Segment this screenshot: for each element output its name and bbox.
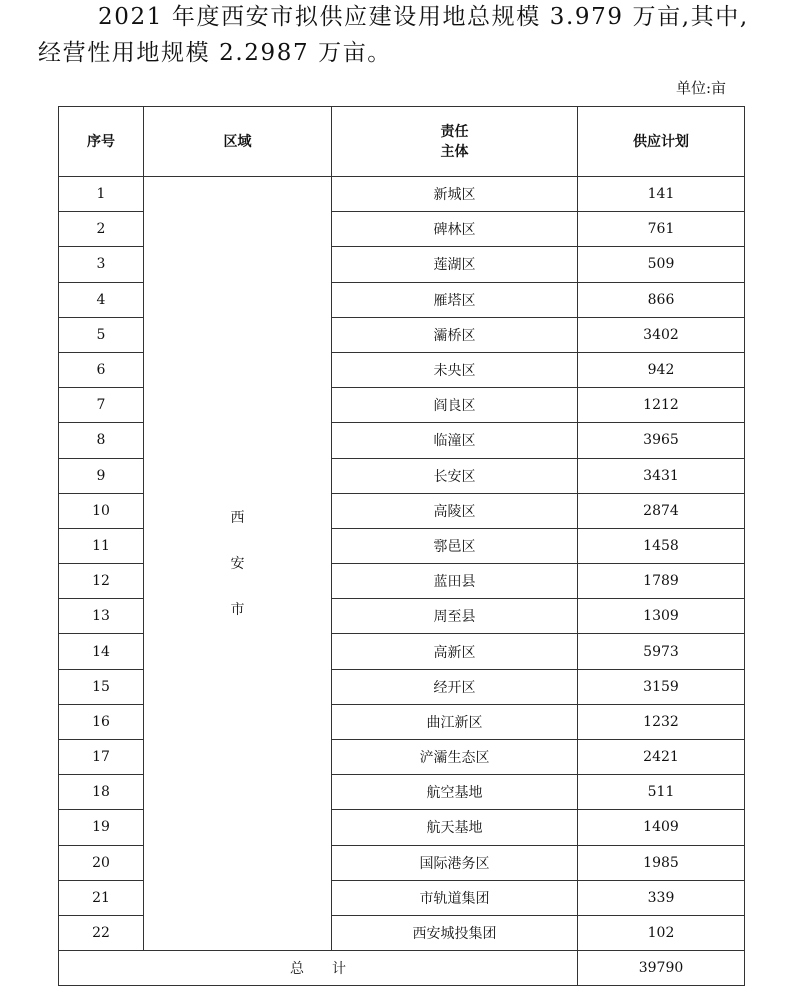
row-number: 15	[59, 669, 144, 704]
row-number: 19	[59, 810, 144, 845]
header-no: 序号	[59, 107, 144, 177]
row-number: 14	[59, 634, 144, 669]
total-label-char: 总	[290, 961, 304, 978]
row-plan: 1409	[578, 810, 745, 845]
row-number: 4	[59, 282, 144, 317]
row-plan: 942	[578, 352, 745, 387]
table-header-row	[59, 107, 745, 177]
row-plan: 2874	[578, 493, 745, 528]
row-plan: 141	[578, 177, 745, 212]
row-number: 8	[59, 423, 144, 458]
row-plan: 866	[578, 282, 745, 317]
row-plan: 1232	[578, 704, 745, 739]
row-entity: 碑林区	[332, 212, 578, 247]
row-entity: 西安城投集团	[332, 915, 578, 950]
row-number: 13	[59, 599, 144, 634]
table-body	[59, 177, 745, 986]
land-supply-table	[58, 106, 745, 986]
row-number: 21	[59, 880, 144, 915]
header-entity	[332, 107, 578, 177]
intro-line-1: 2021 年度西安市拟供应建设用地总规模 3.979 万亩,其中,	[98, 4, 749, 30]
row-plan: 3159	[578, 669, 745, 704]
row-entity: 蓝田县	[332, 564, 578, 599]
row-entity: 航天基地	[332, 810, 578, 845]
row-entity: 高陵区	[332, 493, 578, 528]
row-plan: 1985	[578, 845, 745, 880]
row-plan: 509	[578, 247, 745, 282]
row-entity: 航空基地	[332, 775, 578, 810]
row-entity: 曲江新区	[332, 704, 578, 739]
row-number: 20	[59, 845, 144, 880]
row-entity: 临潼区	[332, 423, 578, 458]
row-number: 9	[59, 458, 144, 493]
row-entity: 浐灞生态区	[332, 740, 578, 775]
header-plan: 供应计划	[578, 107, 745, 177]
row-number: 18	[59, 775, 144, 810]
row-number: 22	[59, 915, 144, 950]
row-entity: 灞桥区	[332, 317, 578, 352]
row-plan: 5973	[578, 634, 745, 669]
row-number: 6	[59, 352, 144, 387]
total-label	[59, 951, 578, 986]
region-char: 安	[230, 555, 245, 572]
row-entity: 高新区	[332, 634, 578, 669]
region-char: 西	[230, 509, 245, 526]
header-area: 区域	[144, 107, 332, 177]
total-value: 39790	[578, 951, 745, 986]
region-cell	[144, 177, 332, 951]
row-entity: 周至县	[332, 599, 578, 634]
intro-line-2: 经营性用地规模 2.2987 万亩。	[38, 40, 392, 66]
row-number: 16	[59, 704, 144, 739]
header-entity-line-1: 责任	[440, 123, 469, 140]
total-row	[59, 951, 745, 986]
row-plan: 1309	[578, 599, 745, 634]
row-number: 7	[59, 388, 144, 423]
row-plan: 102	[578, 915, 745, 950]
row-entity: 国际港务区	[332, 845, 578, 880]
region-char: 市	[230, 601, 245, 618]
row-number: 5	[59, 317, 144, 352]
row-number: 10	[59, 493, 144, 528]
row-number: 2	[59, 212, 144, 247]
row-plan: 1789	[578, 564, 745, 599]
row-plan: 339	[578, 880, 745, 915]
row-entity: 未央区	[332, 352, 578, 387]
unit-label: 单位:亩	[676, 79, 727, 97]
row-entity: 经开区	[332, 669, 578, 704]
row-number: 1	[59, 177, 144, 212]
row-entity: 新城区	[332, 177, 578, 212]
row-plan: 2421	[578, 740, 745, 775]
row-plan: 3431	[578, 458, 745, 493]
row-plan: 761	[578, 212, 745, 247]
row-plan: 3965	[578, 423, 745, 458]
row-plan: 3402	[578, 317, 745, 352]
row-plan: 511	[578, 775, 745, 810]
row-entity: 市轨道集团	[332, 880, 578, 915]
row-number: 3	[59, 247, 144, 282]
row-entity: 莲湖区	[332, 247, 578, 282]
intro-paragraph	[0, 0, 790, 76]
row-number: 17	[59, 740, 144, 775]
table-row	[59, 177, 745, 212]
header-entity-line-2: 主体	[440, 143, 469, 160]
row-plan: 1458	[578, 528, 745, 563]
row-entity: 阎良区	[332, 388, 578, 423]
total-label-char: 计	[332, 961, 346, 978]
row-number: 12	[59, 564, 144, 599]
row-number: 11	[59, 528, 144, 563]
row-entity: 长安区	[332, 458, 578, 493]
row-plan: 1212	[578, 388, 745, 423]
row-entity: 雁塔区	[332, 282, 578, 317]
row-entity: 鄠邑区	[332, 528, 578, 563]
